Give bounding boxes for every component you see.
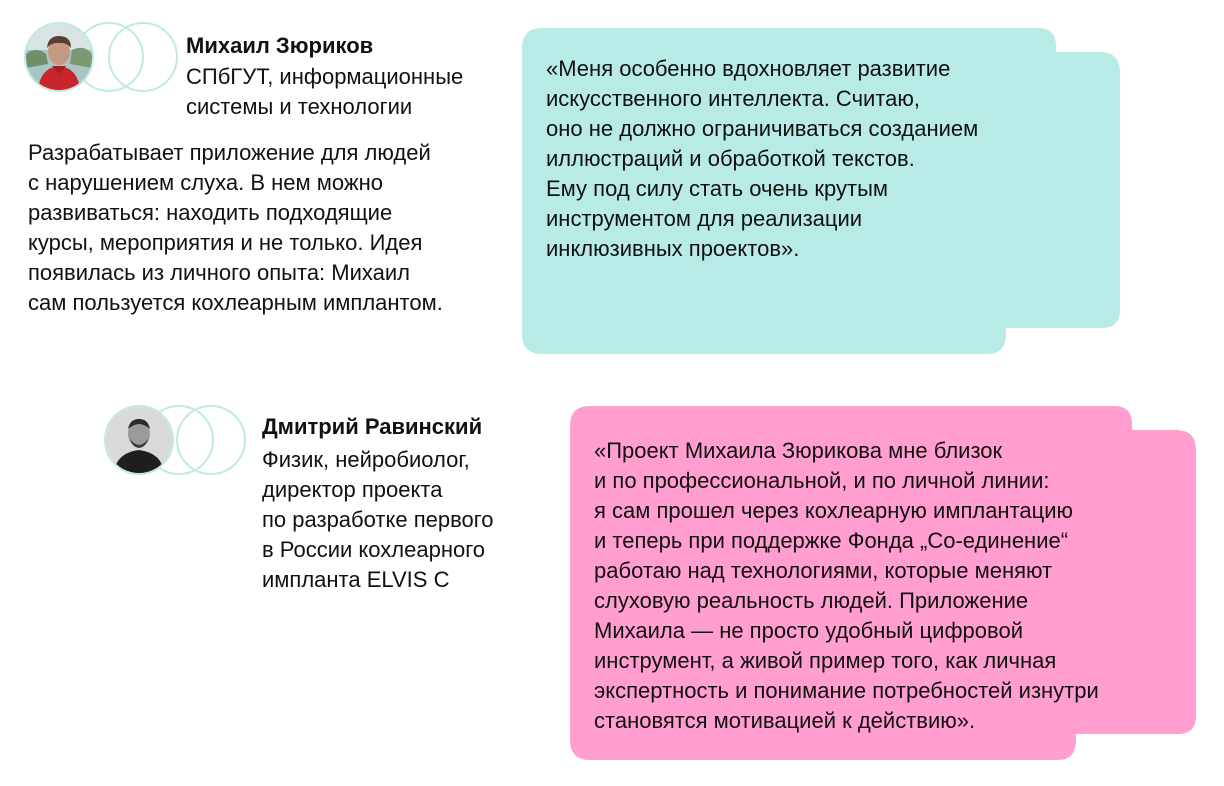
quote-line: и теперь при поддержке Фонда „Со-единение“ [594, 528, 1069, 553]
role-line: в России кохлеарного [262, 537, 485, 562]
avatar-photo [26, 24, 92, 90]
quote-line: экспертность и понимание потребностей изнутри [594, 678, 1099, 703]
quote-line: становятся мотивацией к действию». [594, 708, 976, 733]
description-line: с нарушением слуха. В нем можно [28, 170, 383, 195]
role-line: системы и технологии [186, 94, 413, 119]
avatar-dmitry [104, 405, 174, 475]
avatar-mikhail [24, 22, 94, 92]
quote-line: и по профессиональной, и по личной линии: [594, 468, 1050, 493]
description-line: развиваться: находить подходящие [28, 200, 393, 225]
person-role [262, 445, 494, 595]
description-line: курсы, мероприятия и не только. Идея [28, 230, 423, 255]
quote-line: инклюзивных проектов». [546, 236, 800, 261]
person-description [28, 138, 443, 318]
quote-bubble-1 [522, 28, 1122, 354]
quote-line: искусственного интеллекта. Считаю, [546, 86, 920, 111]
person-role [186, 62, 463, 122]
role-line: по разработке первого [262, 507, 494, 532]
quote-line: оно не должно ограничиваться созданием [546, 116, 979, 141]
quote-bubble-2 [570, 406, 1198, 760]
quote-line: иллюстраций и обработкой текстов. [546, 146, 915, 171]
quote-line: я сам прошел через кохлеарную имплантацию [594, 498, 1074, 523]
role-line: импланта ELVIS C [262, 567, 450, 592]
decor-ring [108, 22, 178, 92]
quote-text [594, 436, 1099, 736]
quote-line: работаю над технологиями, которые меняют [594, 558, 1053, 583]
description-line: сам пользуется кохлеарным имплантом. [28, 290, 443, 315]
description-line: Разрабатывает приложение для людей [28, 140, 431, 165]
quote-line: Михаила — не просто удобный цифровой [594, 618, 1023, 643]
avatar-group-1 [24, 22, 174, 92]
person-name: Михаил Зюриков [186, 33, 374, 58]
avatar-photo [106, 407, 172, 473]
decor-ring [176, 405, 246, 475]
description-line: появилась из личного опыта: Михаил [28, 260, 411, 285]
quote-line: слуховую реальность людей. Приложение [594, 588, 1029, 613]
role-line: СПбГУТ, информационные [186, 64, 464, 89]
quote-line: «Меня особенно вдохновляет развитие [546, 56, 951, 81]
quote-line: инструмент, а живой пример того, как личная [594, 648, 1057, 673]
role-line: Физик, нейробиолог, [262, 447, 470, 472]
quote-line: Ему под силу стать очень крутым [546, 176, 889, 201]
avatar-group-2 [104, 405, 249, 475]
quote-text [546, 54, 978, 264]
person-name: Дмитрий Равинский [262, 414, 483, 439]
quote-line: «Проект Михаила Зюрикова мне близок [594, 438, 1003, 463]
role-line: директор проекта [262, 477, 443, 502]
quote-line: инструментом для реализации [546, 206, 863, 231]
